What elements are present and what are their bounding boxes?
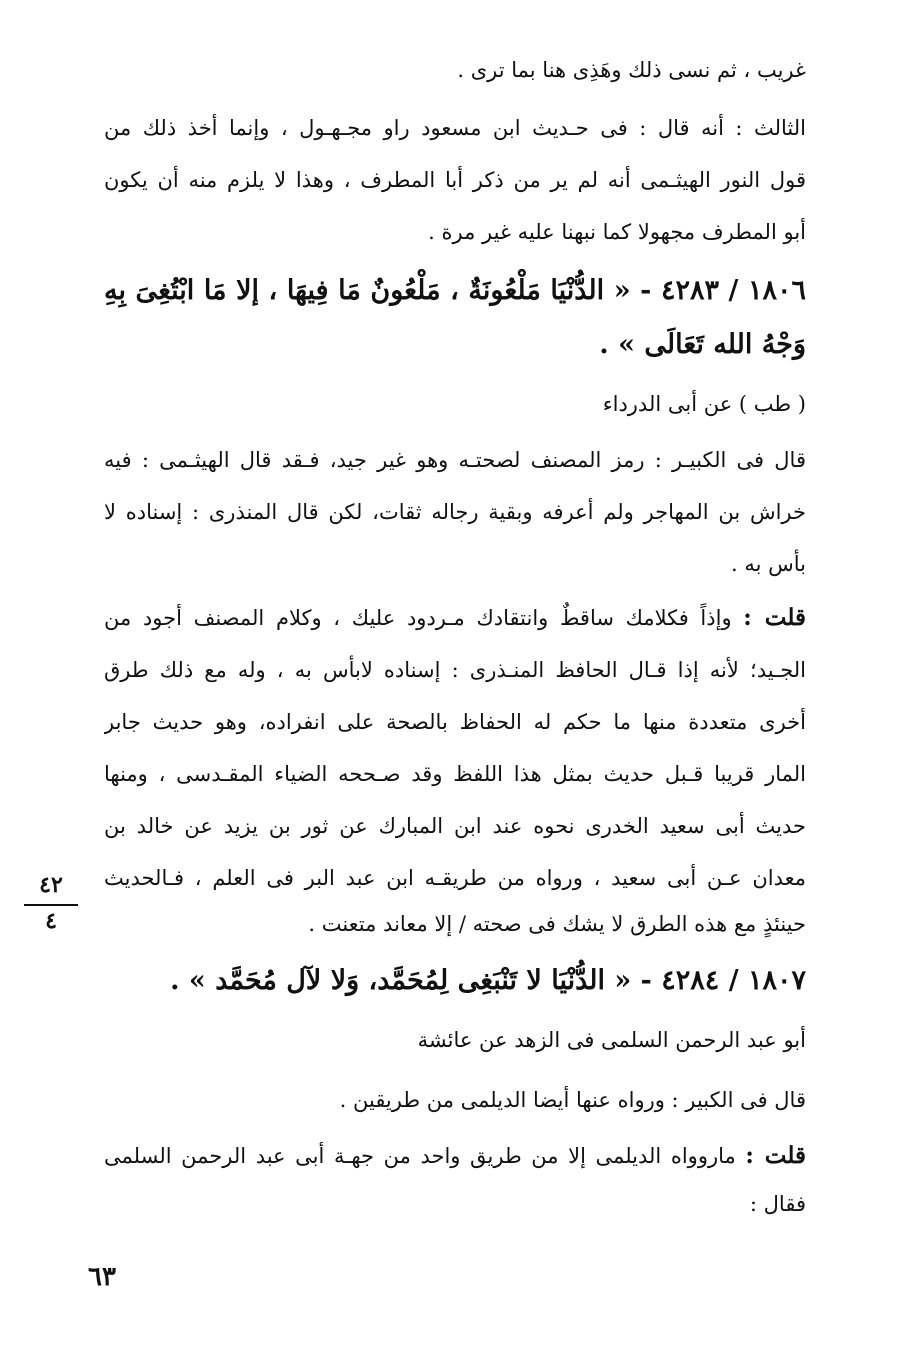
hadith-text: ١٨٠٧ / ٤٢٨٤ - « الدُّنْيَا لا تَنْبَغِى لِمُحَمَّد، وَلا لآل مُحَمَّد » .: [170, 965, 806, 996]
text-line: قال فى الكبيـر : رمز المصنف لصحتـه وهو غير جيد، فـقد قال الهيثـمى : فيه: [104, 448, 806, 472]
text-line: قال فى الكبير : ورواه عنها أيضا الديلمى من طريقين .: [339, 1088, 806, 1112]
text-line: الثالث : أنه قال : فى حـديث ابن مسعود راو مجـهـول ، وإنما أخذ ذلك من: [104, 116, 806, 140]
text-line: أبو المطرف مجهولا كما نبهنا عليه غير مرة .: [428, 220, 806, 244]
text-line: قول النور الهيثـمى أنه لم ير من ذكر أبا المطرف ، وهذا لا يلزم منه أن يكون: [104, 168, 806, 192]
text-span: وإذاً فكلامك ساقطٌ وانتقادك مـردود عليك ، وكلام المصنف أجود من: [104, 606, 732, 630]
qult-label: قلت :: [743, 604, 806, 631]
text-line: معدان عـن أبى سعيد ، ورواه من طريقـه ابن عبد البر فى العلم ، فـالحديث: [104, 866, 806, 890]
hadith-source: أبو عبد الرحمن السلمى فى الزهد عن عائشة: [417, 1028, 806, 1052]
text-line: حديث أبى سعيد الخدرى نحوه عند ابن المبارك عن ثور بن يزيد عن خالد بن: [104, 814, 806, 838]
margin-ref-top: ٤٢: [24, 872, 78, 906]
text-line: [104, 1138, 806, 1178]
hadith-source: ( طب ) عن أبى الدرداء: [602, 392, 806, 416]
hadith-text: ١٨٠٦ / ٤٢٨٣ - « الدُّنْيَا مَلْعُونَةٌ ، مَلْعُونٌ مَا فِيهَا ، إلا مَا ابْتُغِىَ بِهِ: [104, 275, 806, 306]
hadith-text: وَجْهُ الله تَعَالَى » .: [599, 329, 806, 360]
text-line: فقال :: [749, 1192, 806, 1216]
text-line: بأس به .: [730, 552, 806, 576]
page-number: ٦٣: [88, 1262, 116, 1292]
text-line: غريب ، ثم نسى ذلك وهَذِى هنا بما ترى .: [457, 58, 806, 82]
text-line: الجـيد؛ لأنه إذا قـال الحافظ المنـذرى : إسناده لابأس به ، وله مع ذلك طرق: [104, 658, 806, 682]
text-line: [104, 600, 806, 640]
qult-label: قلت :: [745, 1142, 806, 1169]
margin-ref-bottom: ٤: [45, 908, 57, 934]
text-line: خراش بن المهاجر ولم أعرفه وبقية رجاله ثقات، لكن قال المنذرى : إسناده لا: [104, 500, 806, 524]
text-span: ماروواه الديلمى إلا من طريق واحد من جهـة أبى عبد الرحمن السلمى: [104, 1144, 736, 1168]
text-line: حينئذٍ مع هذه الطرق لا يشك فى صحته / إلا معاند متعنت .: [308, 912, 806, 936]
text-line: أخرى متعددة منها ما حكم له الحفاظ بالصحة على انفراده، وهو حديث جابر: [104, 710, 806, 734]
margin-volume-reference: [24, 872, 78, 934]
text-line: المار قريبا قـبل حديث بمثل هذا اللفظ وقد صـححه الضياء المقـدسى ، ومنها: [104, 762, 806, 786]
